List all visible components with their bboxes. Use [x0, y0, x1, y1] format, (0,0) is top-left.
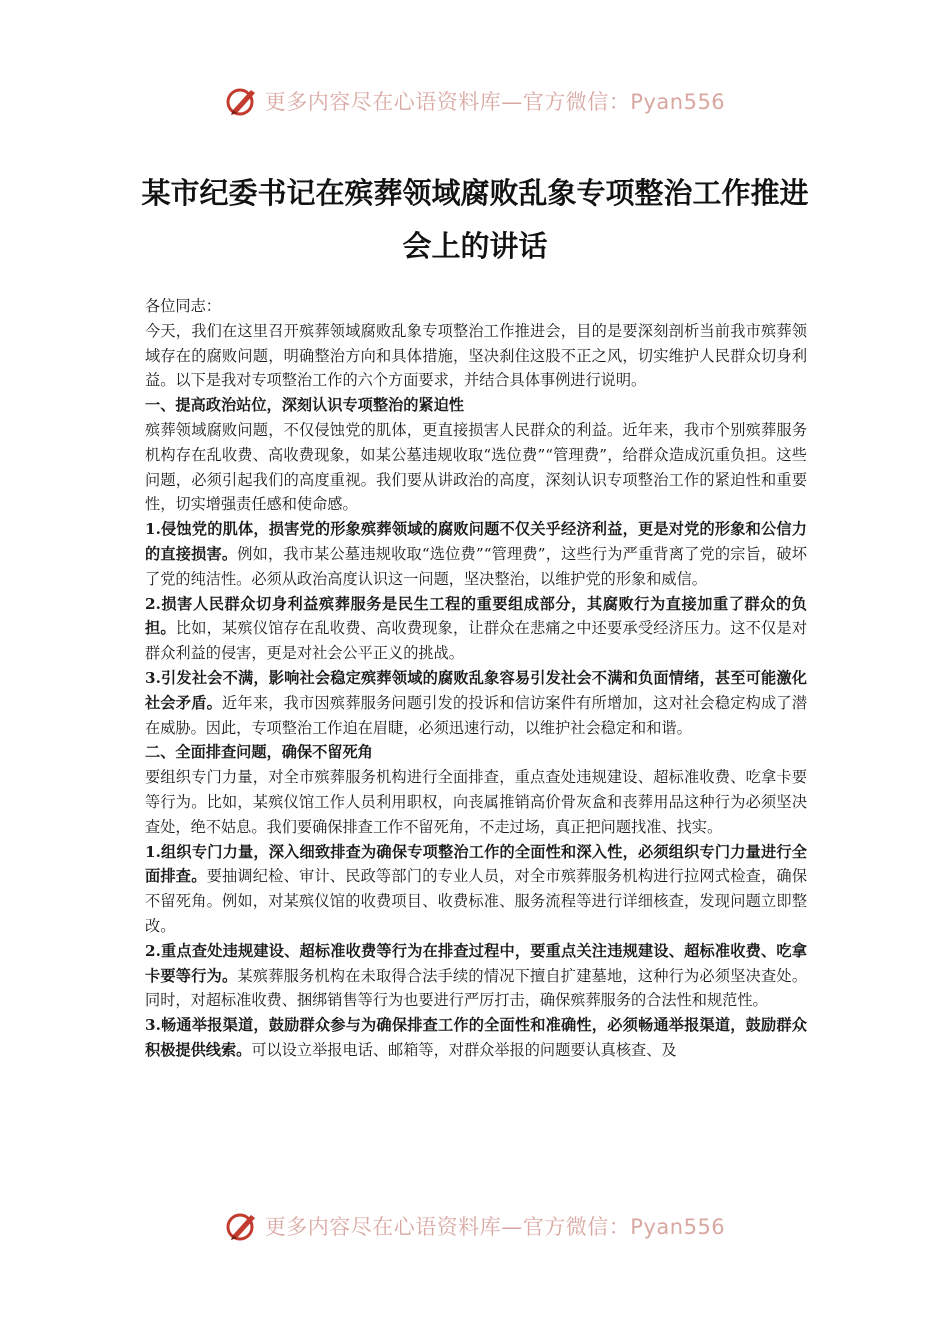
- point-lead: 3.畅通举报渠道，鼓励群众参与为确保排查工作的全面性和准确性，必须畅通举报渠道，鼓励群众积极提供线索。: [145, 1016, 807, 1059]
- watermark-banner-bottom: [0, 1209, 950, 1243]
- watermark-text: 更多内容尽在心语资料库—官方微信：Pyan556: [264, 1215, 726, 1239]
- point-text: 比如，某殡仪馆存在乱收费、高收费现象，让群众在悲痛之中还要承受经济压力。这不仅是对群众利益的侵害，更是对社会公平正义的挑战。: [145, 619, 808, 663]
- point-lead: 3.引发社会不满，影响社会稳定殡葬领域的腐败乱象容易引发社会不满和负面情绪，甚至可能激化社会矛盾。: [145, 668, 807, 712]
- point-lead: 2.损害人民群众切身利益殡葬服务是民生工程的重要组成部分，其腐败行为直接加重了群众的负担。: [145, 594, 807, 638]
- document-body: [145, 294, 807, 1063]
- section-paragraph: 殡葬领域腐败问题，不仅侵蚀党的肌体，更直接损害人民群众的利益。近年来，我市个别殡葬服务机构存在乱收费、高收费现象，如某公墓违规收取“选位费”“管理费”，给群众造成沉重负担。这些问题，必须引起我们的高度重视。我们要从讲政治的高度，深刻认识专项整治工作的紧迫性和重要性，切实增强责任感和使命感。: [145, 420, 807, 514]
- pen-logo-icon: [225, 84, 259, 118]
- point-paragraph: [145, 666, 807, 740]
- greeting: 各位同志：: [145, 297, 221, 315]
- point-paragraph: [145, 592, 807, 666]
- point-lead: 1.组织专门力量，深入细致排查为确保专项整治工作的全面性和深入性，必须组织专门力量进行全面排查。: [145, 842, 807, 886]
- watermark-banner-top: [0, 84, 950, 118]
- point-paragraph: [145, 840, 807, 939]
- page-title: 某市纪委书记在殡葬领域腐败乱象专项整治工作推进会上的讲话: [141, 176, 809, 264]
- section-heading: 二、全面排查问题，确保不留死角: [145, 743, 373, 762]
- point-lead: 1.侵蚀党的肌体，损害党的形象殡葬领域的腐败问题不仅关乎经济利益，更是对党的形象和公信力的直接损害。: [145, 520, 807, 563]
- section-paragraph: 要组织专门力量，对全市殡葬服务机构进行全面排查，重点查处违规建设、超标准收费、吃拿卡要等行为。比如，某殡仪馆工作人员利用职权，向丧属推销高价骨灰盒和丧葬用品这种行为必须坚决查处，绝不姑息。我们要确保排查工作不留死角，不走过场，真正把问题找准、找实。: [145, 768, 807, 836]
- watermark-text: 更多内容尽在心语资料库—官方微信：Pyan556: [264, 90, 726, 114]
- section-heading: 一、提高政治站位，深刻认识专项整治的紧迫性: [145, 396, 464, 415]
- point-text: 要抽调纪检、审计、民政等部门的专业人员，对全市殡葬服务机构进行拉网式检查，确保不留死角。例如，对某殡仪馆的收费项目、收费标准、服务流程等进行详细核查，发现问题立即整改。: [145, 867, 808, 935]
- pen-logo-icon: [225, 1209, 259, 1243]
- point-paragraph: [145, 1013, 807, 1063]
- point-text: 某殡葬服务机构在未取得合法手续的情况下擅自扩建墓地，这种行为必须坚决查处。同时，对超标准收费、捆绑销售等行为也要进行严厉打击，确保殡葬服务的合法性和规范性。: [145, 966, 808, 1010]
- point-text: 可以设立举报电话、邮箱等，对群众举报的问题要认真核查、及: [251, 1040, 677, 1059]
- point-text: 例如，我市某公墓违规收取“选位费”“管理费”，这些行为严重背离了党的宗旨，破坏了党的纯洁性。必须从政治高度认识这一问题，坚决整治，以维护党的形象和威信。: [145, 544, 807, 588]
- intro-paragraph: 今天，我们在这里召开殡葬领域腐败乱象专项整治工作推进会，目的是要深刻剖析当前我市殡葬领域存在的腐败问题，明确整治方向和具体措施，坚决刹住这股不正之风，切实维护人民群众切身利益。以下是我对专项整治工作的六个方面要求，并结合具体事例进行说明。: [145, 321, 807, 390]
- point-paragraph: [145, 517, 807, 591]
- point-text: 近年来，我市因殡葬服务问题引发的投诉和信访案件有所增加，这对社会稳定构成了潜在威胁。因此，专项整治工作迫在眉睫，必须迅速行动，以维护社会稳定和和谐。: [145, 693, 808, 737]
- point-paragraph: [145, 939, 807, 1013]
- point-lead: 2.重点查处违规建设、超标准收费等行为在排查过程中，要重点关注违规建设、超标准收费、吃拿卡要等行为。: [145, 941, 807, 985]
